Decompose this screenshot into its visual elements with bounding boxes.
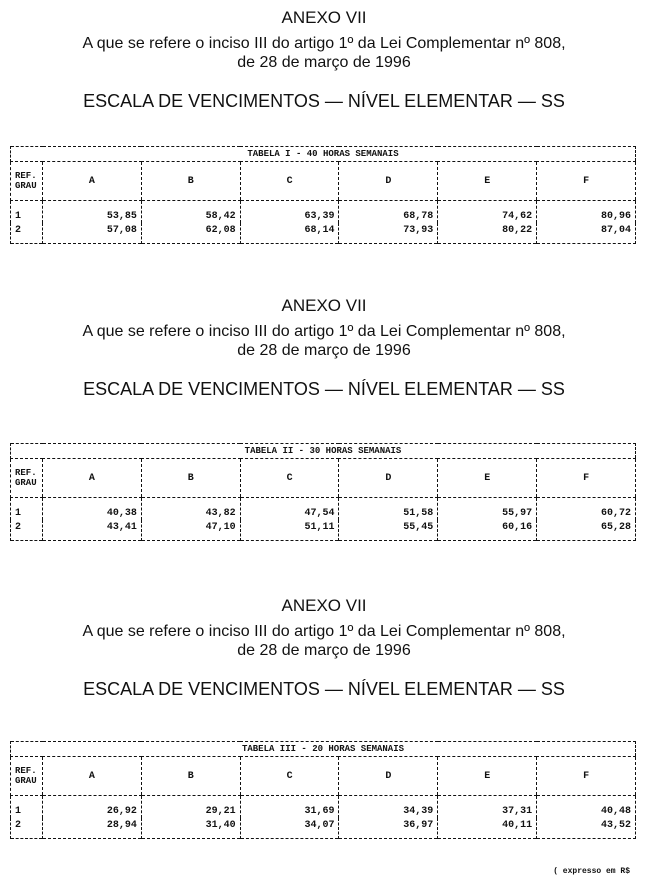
value-cell: 43,52 xyxy=(537,818,636,839)
salary-table-3 xyxy=(10,741,636,839)
table-title: TABELA III - 20 HORAS SEMANAIS xyxy=(11,742,636,757)
value-cell: 40,48 xyxy=(537,796,636,819)
value-cell: 53,85 xyxy=(43,201,142,224)
grade-cell: 1 xyxy=(11,498,43,521)
value-cell: 34,07 xyxy=(240,818,339,839)
table-row xyxy=(11,223,636,244)
value-cell: 55,45 xyxy=(339,520,438,541)
value-cell: 80,96 xyxy=(537,201,636,224)
value-cell: 40,38 xyxy=(43,498,142,521)
value-cell: 55,97 xyxy=(438,498,537,521)
column-header: E xyxy=(438,757,537,796)
table-row xyxy=(11,818,636,839)
annex-heading: ANEXO VII xyxy=(281,596,367,615)
ref-grade-header: REF. GRAU xyxy=(11,459,43,498)
value-cell: 40,11 xyxy=(438,818,537,839)
annex-reference-line-1: A que se refere o inciso III do artigo 1º da Lei Complementar nº 808, xyxy=(82,35,566,52)
column-header: F xyxy=(537,757,636,796)
value-cell: 51,11 xyxy=(240,520,339,541)
value-cell: 65,28 xyxy=(537,520,636,541)
column-header: F xyxy=(537,162,636,201)
value-cell: 62,08 xyxy=(141,223,240,244)
value-cell: 74,62 xyxy=(438,201,537,224)
table-row xyxy=(11,201,636,224)
annex-reference-line-2: de 28 de março de 1996 xyxy=(237,342,411,359)
ref-grade-header: REF. GRAU xyxy=(11,162,43,201)
value-cell: 57,08 xyxy=(43,223,142,244)
value-cell: 73,93 xyxy=(339,223,438,244)
annex-reference-line-2: de 28 de março de 1996 xyxy=(237,642,411,659)
value-cell: 58,42 xyxy=(141,201,240,224)
value-cell: 68,78 xyxy=(339,201,438,224)
table-row xyxy=(11,520,636,541)
value-cell: 34,39 xyxy=(339,796,438,819)
column-header: D xyxy=(339,459,438,498)
value-cell: 43,82 xyxy=(141,498,240,521)
value-cell: 37,31 xyxy=(438,796,537,819)
value-cell: 60,72 xyxy=(537,498,636,521)
value-cell: 26,92 xyxy=(43,796,142,819)
annex-section-1 xyxy=(0,8,648,112)
grade-cell: 2 xyxy=(11,223,43,244)
value-cell: 47,10 xyxy=(141,520,240,541)
annex-heading: ANEXO VII xyxy=(281,296,367,315)
value-cell: 80,22 xyxy=(438,223,537,244)
column-header: A xyxy=(43,162,142,201)
annex-reference-line-2: de 28 de março de 1996 xyxy=(237,54,411,71)
value-cell: 87,04 xyxy=(537,223,636,244)
salary-scale-title: ESCALA DE VENCIMENTOS — NÍVEL ELEMENTAR — SS xyxy=(83,379,565,399)
column-header: B xyxy=(141,757,240,796)
column-header: C xyxy=(240,757,339,796)
salary-scale-title: ESCALA DE VENCIMENTOS — NÍVEL ELEMENTAR — SS xyxy=(83,91,565,111)
table-row xyxy=(11,796,636,819)
value-cell: 43,41 xyxy=(43,520,142,541)
column-header: E xyxy=(438,459,537,498)
annex-section-3 xyxy=(0,596,648,700)
column-header: C xyxy=(240,459,339,498)
salary-table-1 xyxy=(10,146,636,244)
value-cell: 68,14 xyxy=(240,223,339,244)
value-cell: 47,54 xyxy=(240,498,339,521)
ref-grade-header: REF. GRAU xyxy=(11,757,43,796)
value-cell: 36,97 xyxy=(339,818,438,839)
value-cell: 63,39 xyxy=(240,201,339,224)
column-header: F xyxy=(537,459,636,498)
column-header: C xyxy=(240,162,339,201)
grade-cell: 2 xyxy=(11,520,43,541)
value-cell: 51,58 xyxy=(339,498,438,521)
annex-reference-line-1: A que se refere o inciso III do artigo 1º da Lei Complementar nº 808, xyxy=(82,623,566,640)
value-cell: 29,21 xyxy=(141,796,240,819)
salary-table-2 xyxy=(10,443,636,541)
column-header: D xyxy=(339,162,438,201)
unit-note: ( expresso em R$ xyxy=(553,867,630,876)
table-row xyxy=(11,498,636,521)
annex-heading: ANEXO VII xyxy=(281,8,367,27)
column-header: A xyxy=(43,459,142,498)
grade-cell: 1 xyxy=(11,201,43,224)
table-title: TABELA I - 40 HORAS SEMANAIS xyxy=(11,147,636,162)
grade-cell: 1 xyxy=(11,796,43,819)
column-header: B xyxy=(141,459,240,498)
annex-section-2 xyxy=(0,296,648,400)
annex-reference-line-1: A que se refere o inciso III do artigo 1º da Lei Complementar nº 808, xyxy=(82,323,566,340)
value-cell: 28,94 xyxy=(43,818,142,839)
column-header: B xyxy=(141,162,240,201)
column-header: E xyxy=(438,162,537,201)
value-cell: 31,40 xyxy=(141,818,240,839)
column-header: D xyxy=(339,757,438,796)
column-header: A xyxy=(43,757,142,796)
table-title: TABELA II - 30 HORAS SEMANAIS xyxy=(11,444,636,459)
value-cell: 60,16 xyxy=(438,520,537,541)
value-cell: 31,69 xyxy=(240,796,339,819)
salary-scale-title: ESCALA DE VENCIMENTOS — NÍVEL ELEMENTAR — SS xyxy=(83,679,565,699)
grade-cell: 2 xyxy=(11,818,43,839)
